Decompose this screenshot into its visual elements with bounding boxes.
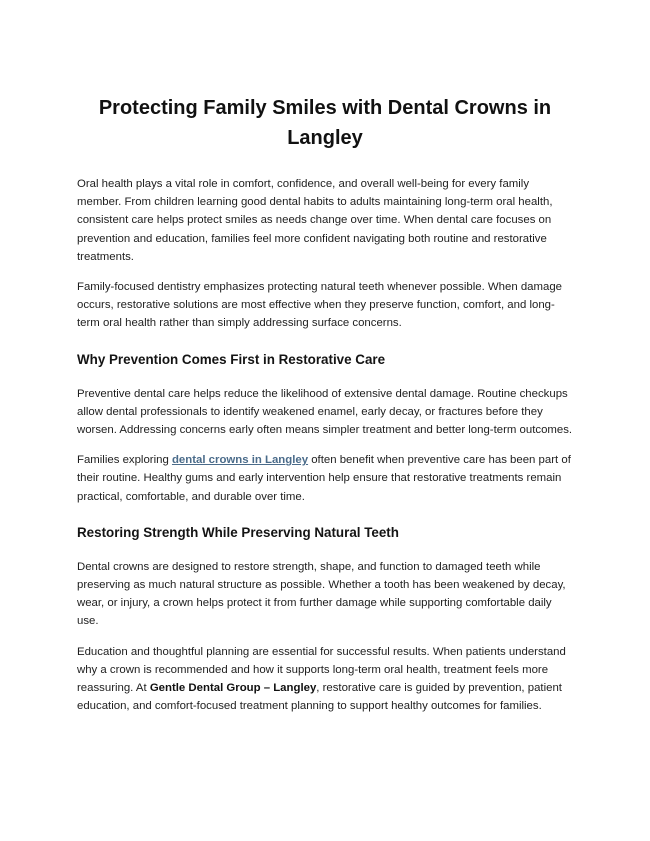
practice-name: Gentle Dental Group – Langley (149, 682, 317, 695)
prevention-paragraph-2-tail: often benefit when preventive care has been part of their routine. Healthy gums and early intervention help ensure that restorative treatments remain practical, comfortable, and durable over time. (77, 454, 571, 503)
prevention-paragraph-2-lead: Families exploring (77, 454, 172, 467)
restoring-paragraph-1: Dental crowns are designed to restore strength, shape, and function to damaged teeth while preserving as much natural structure as possible. Whether a tooth has been weakened by decay, wear, or injury, a crown helps protect it from further damage while supporting comfortable daily use. (77, 560, 566, 628)
dental-crowns-link[interactable]: dental crowns in Langley (171, 454, 309, 467)
section-heading-restoring: Restoring Strength While Preserving Natural Teeth (77, 524, 399, 540)
section-heading-prevention: Why Prevention Comes First in Restorative Care (77, 351, 386, 367)
document-page (77, 93, 573, 727)
restoring-paragraph-2 (77, 643, 573, 716)
restoring-paragraph-2-tail: , restorative care is guided by prevention, patient education, and comfort-focused treatment planning to support healthy outcomes for families. (77, 682, 562, 713)
prevention-paragraph-1: Preventive dental care helps reduce the likelihood of extensive dental damage. Routine checkups allow dental professionals to identify weakened enamel, early decay, or fractures before they worsen. Addressing concerns early often means simpler treatment and better long-term outcomes. (77, 387, 573, 437)
restoring-paragraph-2-lead: Education and thoughtful planning are essential for successful results. When patients understand why a crown is recommended and how it supports long-term oral health, treatment feels more reassuring. At (77, 645, 566, 695)
intro-paragraph-1: Oral health plays a vital role in comfort, confidence, and overall well-being for every family member. From children learning good dental habits to adults maintaining long-term oral health, consistent care helps protect smiles as needs change over time. When dental care focuses on prevention and education, families feel more confident navigating both routine and restorative treatments. (77, 178, 553, 263)
page-title: Protecting Family Smiles with Dental Crowns in Langley (98, 97, 552, 149)
prevention-paragraph-2 (77, 451, 573, 506)
intro-paragraph-2: Family-focused dentistry emphasizes protecting natural teeth whenever possible. When damage occurs, restorative solutions are most effective when they preserve function, comfort, and long-term oral health rather than simply addressing surface concerns. (77, 281, 562, 330)
